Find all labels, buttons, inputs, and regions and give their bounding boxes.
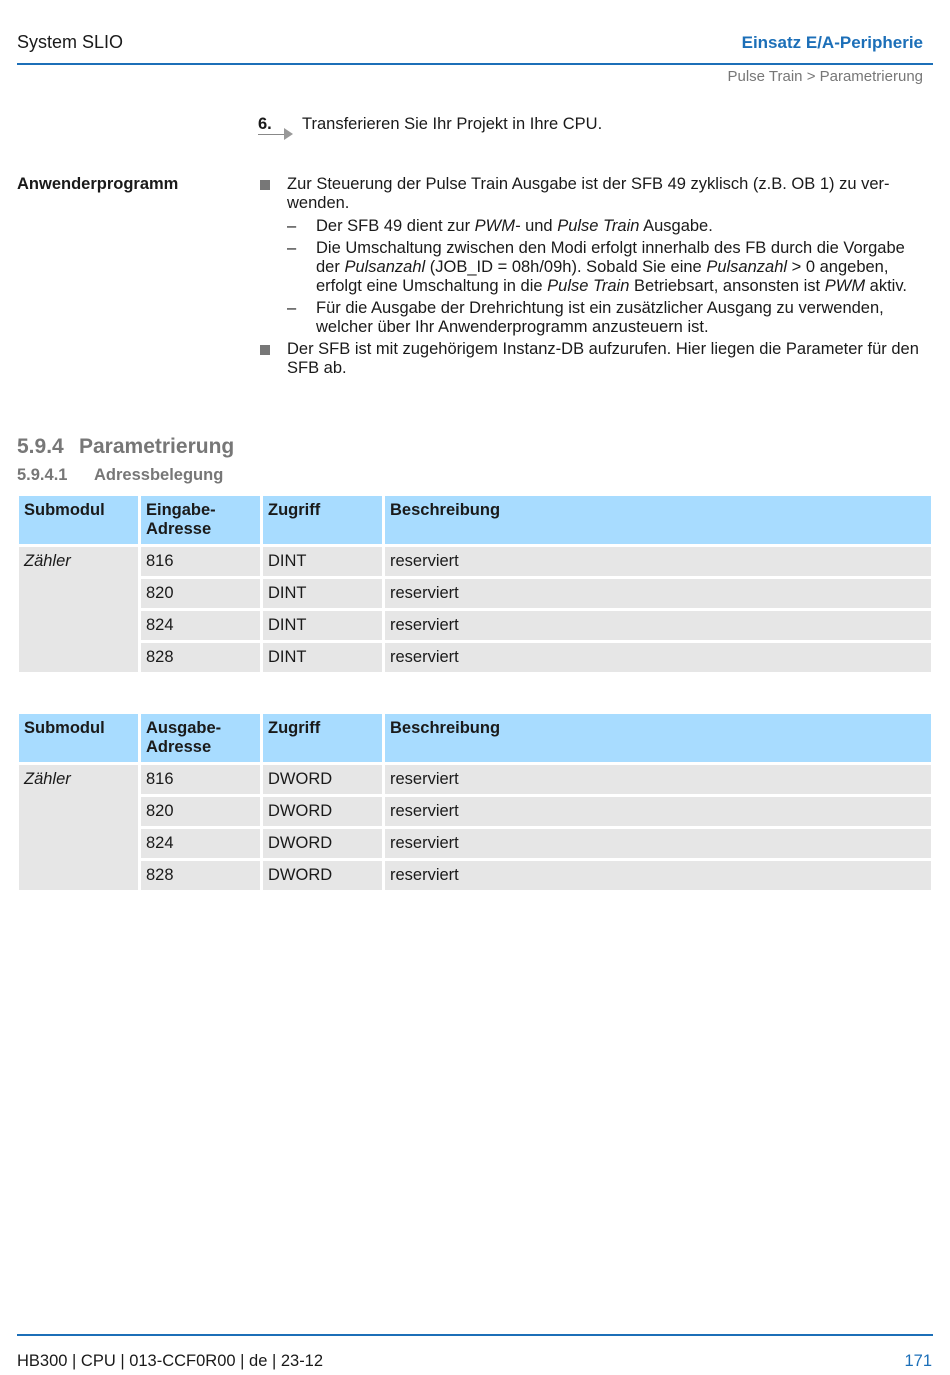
- dash-item: – Für die Ausgabe der Drehrichtung ist ein zusätzlicher Ausgang zu verwenden, welcher über Ihr Anwenderprogramm anzusteuern ist.: [258, 299, 926, 337]
- address-cell: 816: [141, 765, 260, 794]
- description-cell: reserviert: [385, 861, 931, 890]
- table-row: [19, 643, 931, 672]
- address-cell: 820: [141, 579, 260, 608]
- col-header-submodul: Submodul: [19, 496, 138, 544]
- bullet-item: Zur Steuerung der Pulse Train Ausgabe ist der SFB 49 zyklisch (z.B. OB 1) zu ver-wenden.: [258, 175, 926, 213]
- table-row: [19, 547, 931, 576]
- step-number: 6.: [258, 115, 302, 134]
- table-row: [19, 611, 931, 640]
- page-number: 171: [904, 1352, 932, 1370]
- bullet-item: Der SFB ist mit zugehörigem Instanz-DB aufzurufen. Hier liegen die Parameter für den SFB ab.: [258, 340, 926, 378]
- table-row: [19, 861, 931, 890]
- header-chapter: Einsatz E/A-Peripherie: [741, 33, 923, 52]
- access-cell: DINT: [263, 611, 382, 640]
- table-row: [19, 765, 931, 794]
- table-header-row: [19, 496, 931, 544]
- description-cell: reserviert: [385, 579, 931, 608]
- address-cell: 824: [141, 611, 260, 640]
- description-cell: reserviert: [385, 797, 931, 826]
- col-header-address: Eingabe- Adresse: [141, 496, 260, 544]
- step-arrow-icon: [258, 134, 284, 135]
- col-header-description: Beschreibung: [385, 496, 931, 544]
- step-text: Transferieren Sie Ihr Projekt in Ihre CPU.: [302, 115, 603, 133]
- access-cell: DINT: [263, 547, 382, 576]
- address-cell: 828: [141, 861, 260, 890]
- step-6: [258, 115, 602, 134]
- address-cell: 820: [141, 797, 260, 826]
- description-cell: reserviert: [385, 611, 931, 640]
- address-cell: 828: [141, 643, 260, 672]
- col-header-access: Zugriff: [263, 714, 382, 762]
- access-cell: DWORD: [263, 861, 382, 890]
- header-rule: [17, 63, 933, 65]
- footer-doc-id: HB300 | CPU | 013-CCF0R00 | de | 23-12: [17, 1352, 324, 1370]
- description-cell: reserviert: [385, 765, 931, 794]
- step-arrow-head-icon: [284, 128, 293, 140]
- table-row: [19, 829, 931, 858]
- breadcrumb: Pulse Train > Parametrierung: [727, 68, 923, 85]
- table-row: [19, 797, 931, 826]
- access-cell: DWORD: [263, 797, 382, 826]
- table-header-row: [19, 714, 931, 762]
- col-header-access: Zugriff: [263, 496, 382, 544]
- submodul-cell: Zähler: [19, 765, 138, 890]
- table-row: [19, 579, 931, 608]
- access-cell: DINT: [263, 643, 382, 672]
- dash-item: – Die Umschaltung zwischen den Modi erfolgt innerhalb des FB durch die Vorgabe der Pulsanzahl (JOB_ID = 08h/09h). Sobald Sie eine Pulsanzahl > 0 angeben, erfolgt eine Umschaltung in die Pulse Train Betriebsart, ansonsten ist PWM aktiv.: [258, 239, 926, 296]
- col-header-submodul: Submodul: [19, 714, 138, 762]
- header-title: System SLIO: [17, 32, 124, 52]
- access-cell: DWORD: [263, 829, 382, 858]
- address-cell: 816: [141, 547, 260, 576]
- section-heading: 5.9.4 Parametrierung: [17, 435, 235, 458]
- submodul-cell: Zähler: [19, 547, 138, 672]
- access-cell: DWORD: [263, 765, 382, 794]
- col-header-description: Beschreibung: [385, 714, 931, 762]
- footer-rule: [17, 1334, 933, 1336]
- side-label: Anwenderprogramm: [17, 175, 179, 193]
- output-address-table: [16, 711, 934, 893]
- dash-item: – Der SFB 49 dient zur PWM- und Pulse Train Ausgabe.: [258, 217, 926, 236]
- col-header-address: Ausgabe- Adresse: [141, 714, 260, 762]
- description-cell: reserviert: [385, 829, 931, 858]
- address-cell: 824: [141, 829, 260, 858]
- description-cell: reserviert: [385, 547, 931, 576]
- subsection-heading: 5.9.4.1 Adressbelegung: [17, 466, 224, 484]
- input-address-table: [16, 493, 934, 675]
- bullet-list: [258, 175, 926, 382]
- access-cell: DINT: [263, 579, 382, 608]
- description-cell: reserviert: [385, 643, 931, 672]
